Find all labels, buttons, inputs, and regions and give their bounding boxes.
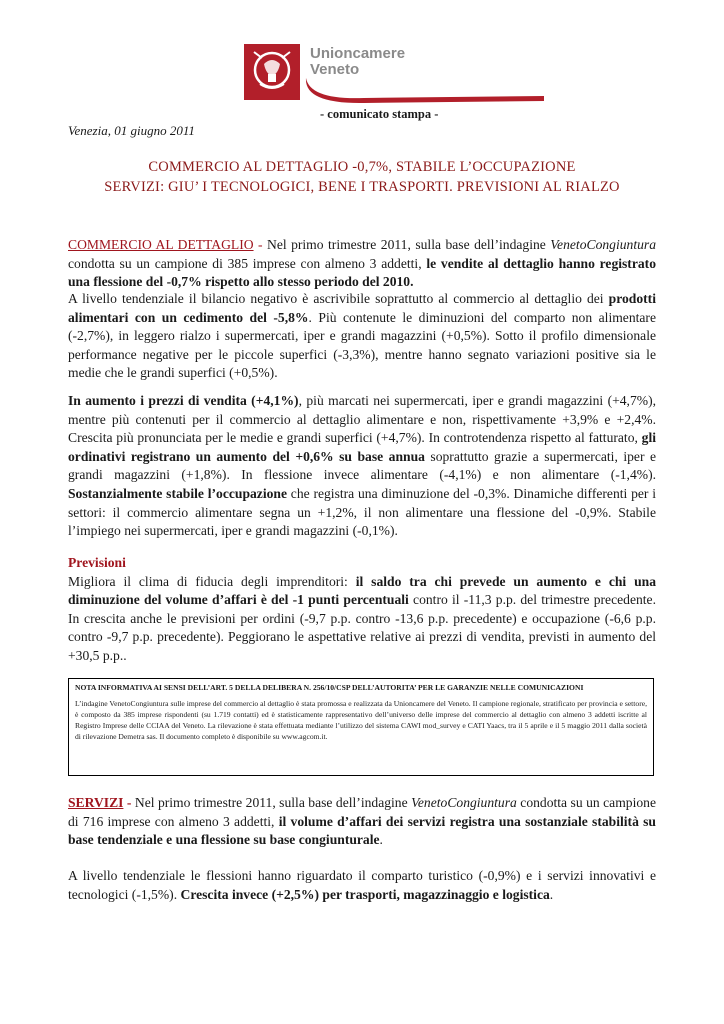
previsioni-section xyxy=(68,554,656,666)
dateline: Venezia, 01 giugno 2011 xyxy=(68,123,195,138)
previsioni-heading: Previsioni xyxy=(68,555,126,570)
key-finding: il volume d’affari dei servizi registra una sostanziale stabilità su base tendenziale e una flessione su base congiunturale xyxy=(68,813,656,848)
text-run: . xyxy=(549,886,554,902)
servizi-dash: - xyxy=(123,795,135,810)
commercio-dash: - xyxy=(253,237,267,252)
text-run: , più marcati nei supermercati, iper e grandi magazzini (+4,7%), mentre più contenuti per il commercio al dettaglio alimentare e non, rispettivamente +3,9% e +2,4%. Crescita più pronunciata per le medie e grandi superfici (+4,7%). In controtendenza rispetto al fatturato, xyxy=(68,393,657,446)
text-run: . xyxy=(379,832,383,848)
key-finding: Sostanzialmente stabile l’occupazione xyxy=(68,485,288,501)
text-run: . Più contenute le diminuzioni del comparto non alimentare (-2,7%), in leggero rialzo i supermercati, iper e grandi magazzini (+0,5%). Sotto il profilo dimensionale performance negative per le piccole superfici (-3,3%), mentre hanno segnato variazioni positive sia le medie che le grandi superfici (+0,5%). xyxy=(68,309,656,381)
text-run: A livello tendenziale le flessioni hanno riguardato il comparto turistico (-0,9%) e i servizi innovativi e tecnologici (-1,5%). xyxy=(68,868,656,902)
key-finding: gli ordinativi registrano un aumento del +0,6% su base annua xyxy=(68,430,656,464)
commercio-paragraph-1 xyxy=(68,236,656,292)
survey-name: VenetoCongiuntura xyxy=(411,795,517,810)
text-run: che registra una diminuzione del -0,3%. Dinamiche differenti per i settori: il commercio alimentare segna un +1,2%, il non alimentare una flessione del -0,9%. Stabile l’impiego nei supermercati, iper e grandi magazzini (-0,1%). xyxy=(68,485,656,539)
servizi-section-label: SERVIZI xyxy=(68,795,124,810)
informative-note-box xyxy=(68,678,654,776)
text-run: A livello tendenziale il bilancio negativo è ascrivibile soprattutto al commercio al dettaglio dei xyxy=(68,291,609,306)
logo-swoosh-icon xyxy=(304,74,544,104)
text-run: condotta su un campione di 385 imprese con almeno 3 addetti, xyxy=(68,255,427,271)
key-finding: le vendite al dettaglio hanno registrato una flessione del -0,7% rispetto allo stesso periodo del 2010. xyxy=(68,255,656,290)
press-release-label: - comunicato stampa - xyxy=(320,107,439,121)
unioncamere-logo xyxy=(244,40,544,104)
text-run: condotta su un campione di 716 imprese con almeno 3 addetti, xyxy=(68,795,656,829)
org-name-line2: Veneto xyxy=(310,61,360,78)
lion-of-saint-mark-icon xyxy=(244,44,300,100)
commercio-paragraph-2 xyxy=(68,290,656,383)
org-name-line1: Unioncamere xyxy=(310,45,406,62)
headline-line-2: SERVIZI: GIU’ I TECNOLOGICI, BENE I TRASPORTI. PREVISIONI AL RIALZO xyxy=(104,179,620,195)
key-finding: il saldo tra chi prevede un aumento e chi una diminuzione del volume d’affari è del -1 punti percentuali xyxy=(68,573,656,608)
commercio-paragraph-3 xyxy=(68,392,656,541)
text-run: Nel primo trimestre 2011, sulla base dell’indagine xyxy=(267,237,551,252)
headline xyxy=(68,157,656,197)
survey-name: VenetoCongiuntura xyxy=(550,237,656,252)
text-run: soprattutto grazie a supermercati, iper e grandi magazzini (+1,8%). In flessione invece alimentare (-4,1%) e non alimentare (-1,4%). xyxy=(68,448,656,483)
servizi-paragraph-2 xyxy=(68,867,656,904)
headline-line-1: COMMERCIO AL DETTAGLIO -0,7%, STABILE L’OCCUPAZIONE xyxy=(148,159,576,175)
text-run: contro il -11,3 p.p. del trimestre precedente. In crescita anche le previsioni per ordini (-9,7 p.p. contro -13,6 p.p. precedente) e occupazione (-6,6 p.p. contro -9,7 p.p. precedente). Peggiorano le aspettative relative ai prezzi di vendita, previsti in aumento del +30,5 p.p.. xyxy=(68,592,656,663)
note-body: L’indagine VenetoCongiuntura sulle imprese del commercio al dettaglio è stata promossa e realizzata da Unioncamere del Veneto. Il campione regionale, stratificato per provincia e settore, è composto da 385 imprese rispondenti (su 1.719 contatti) ed è statisticamente rappresentativo dell’universo delle imprese del commercio al dettaglio con almeno 3 addetti iscritte al Registro Imprese delle CCIAA del Veneto. La rilevazione è stata effettuata mediante l’utilizzo del sistema CAWI mod_survey e CATI Yaacs, tra il 5 aprile e il 5 maggio 2011 dalla società di rilevazione Demetra sas. Il documento completo è disponibile su www.agcom.it. xyxy=(75,699,647,741)
text-run: Migliora il clima di fiducia degli imprenditori: xyxy=(68,573,356,589)
commercio-section-label: COMMERCIO AL DETTAGLIO xyxy=(68,237,254,252)
note-title: NOTA INFORMATIVA AI SENSI DELL’ART. 5 DELLA DELIBERA N. 256/10/CSP DELL’AUTORITA’ PER LE GARANZIE NELLE COMUNICAZIONI xyxy=(75,683,584,692)
servizi-paragraph-1 xyxy=(68,794,656,850)
text-run: Nel primo trimestre 2011, sulla base dell’indagine xyxy=(134,795,412,810)
key-finding: prodotti alimentari con un cedimento del -5,8% xyxy=(68,291,656,325)
key-finding: Crescita invece (+2,5%) per trasporti, magazzinaggio e logistica xyxy=(180,886,550,902)
key-finding: In aumento i prezzi di vendita (+4,1%) xyxy=(68,393,299,408)
